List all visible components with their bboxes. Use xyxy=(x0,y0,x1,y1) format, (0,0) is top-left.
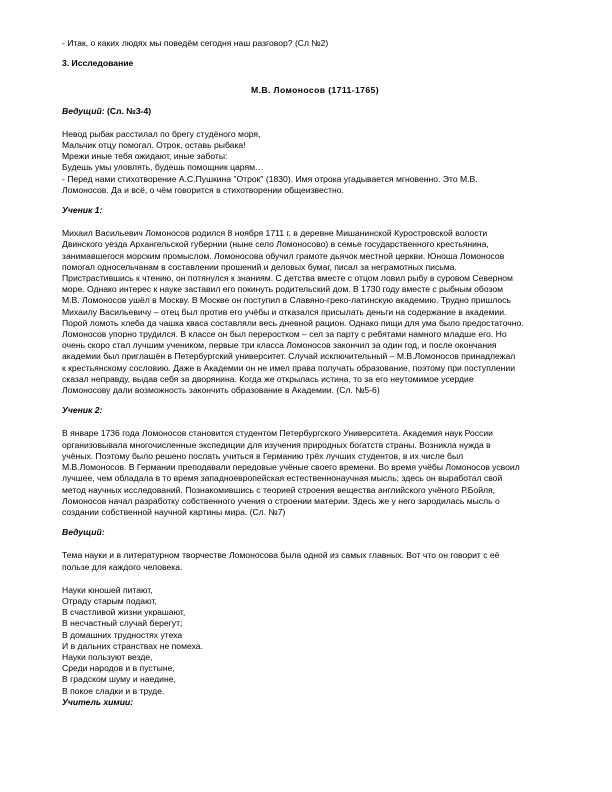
poem-line: В несчастный случай берегут; xyxy=(62,618,183,629)
text-line: Пристрастившись к чтению, он потянулся к знаниям. С детства вместе с отцом ловил рыбу в суровом Северном xyxy=(62,273,513,284)
poem-line: И в дальних странствах не помеха. xyxy=(62,640,203,651)
text-line: М.В. Ломоносов ушёл в Москву. В Москве он поступил в Славяно-греко-латинскую академию. Трудно пришлось xyxy=(62,295,511,306)
block1-label-line xyxy=(62,106,568,117)
poem-line: Невод рыбак расстилал по брегу студёного моря, xyxy=(62,128,261,139)
poem-line: Среди народов и в пустыне, xyxy=(62,663,175,674)
poem-line: Мрежи иные тебя ожидают, иные заботы: xyxy=(62,151,228,162)
text-line: очень скоро стал лучшим учеником, первые три класса Ломоносов закончил за один год, и после окончания xyxy=(62,340,497,351)
student2-paragraph xyxy=(62,428,568,518)
speaker-label: Учитель химии: xyxy=(62,696,134,707)
text-line: пользе для каждого человека. xyxy=(62,561,183,572)
poem-line: Науки юношей питают, xyxy=(62,584,153,595)
text-line: М.В.Ломоносов. В Германии преподавали передовые учёные своего времени. Во время учёбы Ломоносов усвоил xyxy=(62,462,520,473)
text-line: сказал неправду, выдав себя за дворянина. Когда же открылась истина, то за его неутомимое усердие xyxy=(62,373,474,384)
slide-ref: (Сл. №3-4) xyxy=(104,105,152,116)
text-line: Двинского уезда Архангельской губернии (ныне село Ломоносово) в семье государственного крестьянина, xyxy=(62,239,489,250)
text-line: Ломоносову дали возможность закончить образование в Академии. (Сл. №5-6) xyxy=(62,385,380,396)
text-line: организовывала многочисленные экспедиции для изучения природных богатств страны. Возникла нужда в xyxy=(62,439,491,450)
text-line: лучшее, чем обладала в то время западноевропейская естественнонаучная мысль; здесь он выработал свой xyxy=(62,473,503,484)
poem-line: Науки пользуют везде, xyxy=(62,651,153,662)
text-line: Михаил Васильевич Ломоносов родился 8 ноября 1711 г. в деревне Мишанинской Куростровской волости xyxy=(62,228,488,239)
speaker-label: Ведущий: xyxy=(62,105,105,116)
text-line: создании собственной научной картины мира. (Сл. №7) xyxy=(62,506,286,517)
text-line: Ломоносов. Да и всё, о чём говорится в стихотворении общеизвестно. xyxy=(62,184,344,195)
student1-paragraph xyxy=(62,228,568,396)
poem-line: В покое сладки и в труде. xyxy=(62,685,165,696)
pushkin-poem xyxy=(62,129,568,196)
lomonosov-poem xyxy=(62,585,568,697)
text-line: Тема науки и в литературном творчестве Ломоносова была одной из самых главных. Вот что он говорит с её xyxy=(62,550,500,561)
intro-line: - Итак, о каких людях мы поведём сегодня наш разговор? (Сл №2) xyxy=(62,38,329,48)
poem-line: В домашних трудностях утеха xyxy=(62,629,183,640)
document-content xyxy=(62,38,568,708)
poem-line: В градском шуму и наедине, xyxy=(62,674,176,685)
poem-line: Мальчик отцу помогал. Отрок, оставь рыбака! xyxy=(62,140,246,151)
text-line: Ломоносов начал разработку собственного учения о строении материи. Здесь же у него зародилась мысль о xyxy=(62,495,500,506)
section-heading: 3. Исследование xyxy=(62,58,134,69)
text-line: академии был приглашён в Петербургский университет. Случай исключительный – М.В.Ломоносов принадлежал xyxy=(62,351,516,362)
poem-line: Будешь умы уловлять, будешь помощник царям… xyxy=(62,162,264,173)
text-line: Ломоносов упорно трудился. В классе он был переростком – сел за парту с ребятами намного младше его. Но xyxy=(62,329,507,340)
text-line: В январе 1736 года Ломоносов становится студентом Петербургского Университета. Академия наук России xyxy=(62,428,493,439)
text-line: к крестьянскому сословию. Даже в Академии он не имел права получать образование, поэтому при поступлении xyxy=(62,362,516,373)
text-line: помогал односельчанам в составлении прошений и деловых бумаг, писал за неграмотных письма. xyxy=(62,261,457,272)
main-title: М.В. Ломоносов (1711-1765) xyxy=(251,85,379,96)
text-line: занимавшегося морским промыслом. Ломоносова обучил грамоте дьячок местной церкви. Юноша Ломоносов xyxy=(62,250,505,261)
text-line: Михаилу Васильевичу – отец был против его учёбы и отказался присылать деньги на содержание в академии. xyxy=(62,306,507,317)
speaker-label: Ученик 2: xyxy=(62,405,103,416)
text-line: учёных. Поэтому было решено послать учиться в Германию трёх лучших студентов, в их числе был xyxy=(62,450,464,461)
text-line: метод научных исследований. Познакомившись с теорией строения вещества английского учёного Р.Бойля, xyxy=(62,484,496,495)
speaker-label: Ведущий: xyxy=(62,527,105,538)
text-line: - Перед нами стихотворение А.С.Пушкина "Отрок" (1830). Имя отрока угадывается мгновенно. Это М.В. xyxy=(62,173,478,184)
text-line: Порой ломоть хлеба да чашка кваса составляли весь дневной рацион. Однако пищи для ума было предостаточно. xyxy=(62,317,524,328)
host-paragraph xyxy=(62,550,568,572)
poem-line: В счастливой жизни украшают, xyxy=(62,607,186,618)
text-line: море. Однако интерес к науке заставил его покинуть родительский дом. В 1730 году вместе с рыбным обозом xyxy=(62,284,504,295)
poem-line: Отраду старым подают, xyxy=(62,595,157,606)
speaker-label: Ученик 1: xyxy=(62,205,103,216)
